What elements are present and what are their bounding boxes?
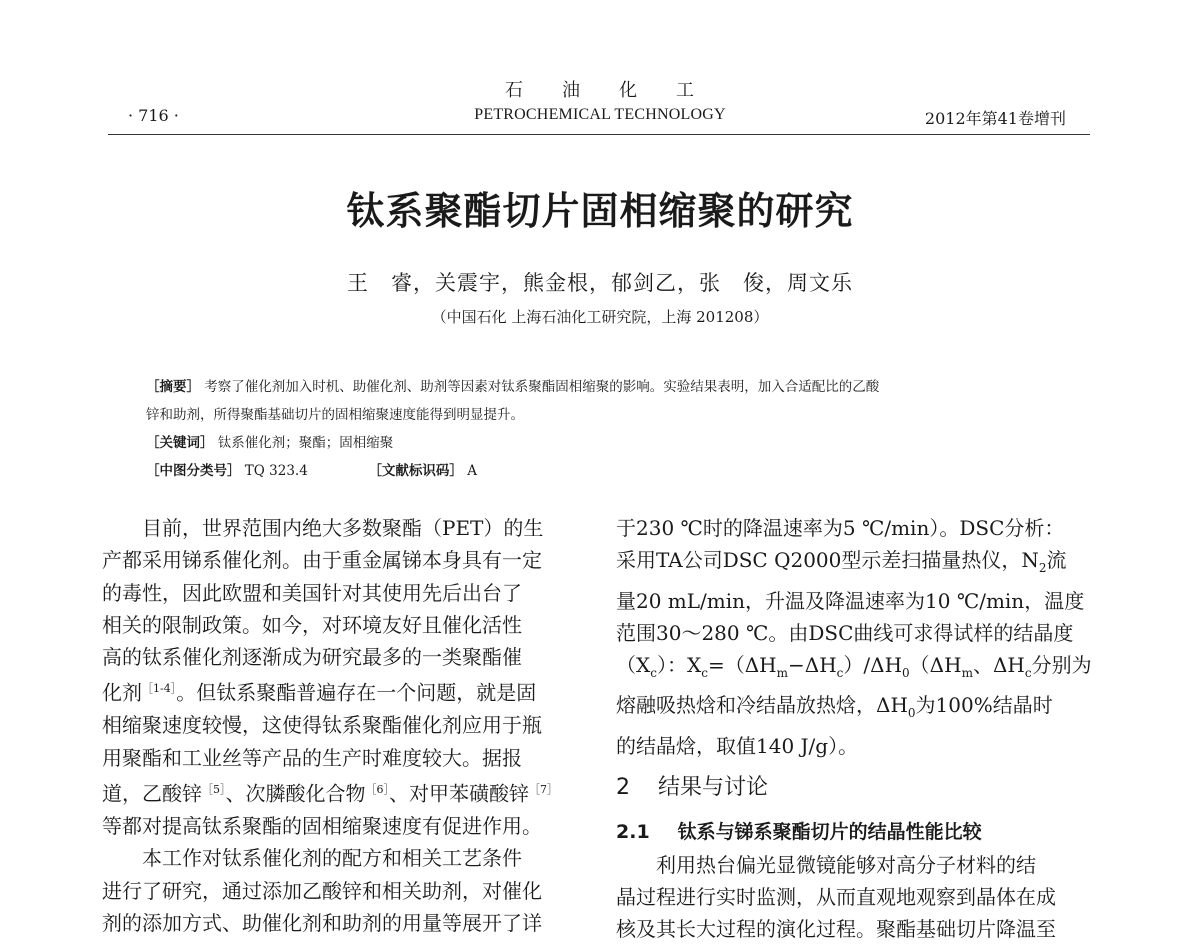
citation: ［5］: [202, 783, 226, 797]
formula-part: −ΔH: [788, 653, 837, 678]
abstract-line: [146, 373, 1066, 401]
formula-part: 、ΔH: [972, 653, 1025, 678]
body-text: 为100%结晶时: [915, 693, 1053, 718]
body-line: 利用热台偏光显微镜能够对高分子材料的结: [656, 852, 1036, 877]
header-rule: [108, 134, 1090, 135]
page-number: · 716 ·: [128, 106, 179, 125]
abstract-line: [146, 401, 1066, 429]
journal-name-english: PETROCHEMICAL TECHNOLOGY: [474, 106, 726, 123]
section-title: 结果与讨论: [658, 775, 769, 801]
issue-info: 2012年第41卷增刊: [924, 109, 1066, 128]
body-text: 、次膦酸化合物: [225, 781, 366, 806]
abstract-section: [146, 373, 1066, 485]
document-code-label: ［文献标识码］: [368, 463, 463, 479]
journal-name-chinese: 石 油 化 工: [505, 80, 695, 101]
body-line: 产都采用锑系催化剂。由于重金属锑本身具有一定: [102, 548, 542, 573]
author-list: 王 睿，关震宇，熊金根，郁剑乙，张 俊，周文乐: [347, 271, 853, 295]
formula-part: （X: [616, 653, 651, 678]
formula-part: 分别为: [1031, 653, 1092, 678]
body-column-left: [102, 512, 572, 939]
body-text: 采用TA公司DSC Q2000型示差扫描量热仪，N: [616, 548, 1039, 573]
keywords-line: [146, 429, 1066, 457]
subscript: c: [1024, 666, 1032, 681]
subscript: c: [701, 666, 708, 681]
abstract-label: ［摘要］: [146, 379, 200, 395]
body-line: 目前，世界范围内绝大多数聚酯（PET）的生: [142, 516, 544, 540]
body-text: 流: [1046, 548, 1067, 573]
classification-line: [146, 457, 1066, 485]
body-line: 量20 mL/min，升温及降温速率为10 ℃/min，温度: [616, 588, 1085, 613]
keywords-text: 钛系催化剂；聚酯；固相缩聚: [217, 435, 394, 451]
subscript: c: [650, 666, 657, 681]
subscript: m: [961, 666, 973, 681]
body-text: 道，乙酸锌: [102, 781, 202, 806]
body-text: 化剂: [102, 681, 142, 706]
body-line: 高的钛系催化剂逐渐成为研究最多的一类聚酯催: [102, 645, 522, 670]
section-number: 2: [616, 775, 630, 801]
subsection-title: 钛系与锑系聚酯切片的结晶性能比较: [677, 821, 982, 844]
citation: ［6］: [365, 783, 389, 797]
body-text: 、对甲苯磺酸锌: [389, 781, 529, 806]
body-line: 用聚酯和工业丝等产品的生产时难度较大。据报: [102, 745, 522, 770]
subsection-heading: [616, 816, 1086, 848]
article-title: 钛系聚酯切片固相缩聚的研究: [346, 189, 854, 233]
crystallinity-formula: [616, 649, 1092, 689]
body-line: 相缩聚速度较慢，这使得钛系聚酯催化剂应用于瓶: [102, 713, 542, 738]
formula-part: =（ΔH: [707, 653, 777, 678]
body-line: [102, 774, 572, 810]
body-line: 进行了研究，通过添加乙酸锌和相关助剂，对催化: [102, 878, 542, 903]
abstract-text: 锌和助剂，所得聚酯基础切片的固相缩聚速度能得到明显提升。: [146, 407, 524, 423]
subsection-number: 2.1: [616, 821, 650, 844]
subscript: 2: [1038, 561, 1047, 576]
body-line: 的结晶焓，取值140 J/g）。: [616, 733, 859, 758]
body-line: 的毒性，因此欧盟和美国针对其使用先后出台了: [102, 580, 522, 605]
body-text: 。但钛系聚酯普遍存在一个问题，就是固: [176, 681, 537, 706]
body-line: [616, 544, 1086, 584]
formula-part: ）：X: [656, 653, 702, 678]
body-line: 范围30～280 ℃。由DSC曲线可求得试样的结晶度: [616, 620, 1074, 645]
formula-part: ）/ΔH: [843, 653, 903, 678]
body-text: 熔融吸热焓和冷结晶放热焓，ΔH: [616, 693, 908, 718]
subscript: 0: [907, 706, 916, 721]
formula-part: （ΔH: [909, 653, 962, 678]
author-affiliation: （中国石化 上海石油化工研究院，上海 201208）: [431, 308, 769, 326]
citation: ［1-4］: [142, 682, 177, 696]
subscript: c: [836, 666, 844, 681]
abstract-text: 考察了催化剂加入时机、助催化剂、助剂等因素对钛系聚酯固相缩聚的影响。实验结果表明，加入合适配比的乙酸: [204, 379, 880, 395]
body-line: 本工作对钛系催化剂的配方和相关工艺条件: [142, 846, 522, 871]
clc-code: TQ 323.4: [244, 463, 308, 479]
body-line: [102, 673, 572, 709]
body-column-right: [616, 512, 1092, 946]
body-line: 晶过程进行实时监测，从而直观地观察到晶体在成: [616, 884, 1056, 909]
document-code: A: [467, 463, 477, 479]
body-line: 相关的限制政策。如今，对环境友好且催化活性: [102, 612, 522, 637]
body-line: 等都对提高钛系聚酯的固相缩聚速度有促进作用。: [102, 813, 542, 838]
section-heading: [616, 772, 1086, 804]
subscript: 0: [902, 666, 910, 681]
clc-label: ［中图分类号］: [146, 463, 241, 479]
citation: ［7］: [529, 783, 558, 797]
body-line: [616, 689, 1086, 729]
body-line: 核及其长大过程的演化过程。聚酯基础切片降温至: [616, 917, 1056, 942]
keywords-label: ［关键词］: [146, 435, 214, 451]
body-line: 于230 ℃时的降温速率为5 ℃/min）。DSC分析：: [616, 516, 1065, 540]
body-line: 剂的添加方式、助催化剂和助剂的用量等展开了详: [102, 910, 542, 935]
subscript: m: [776, 666, 789, 681]
